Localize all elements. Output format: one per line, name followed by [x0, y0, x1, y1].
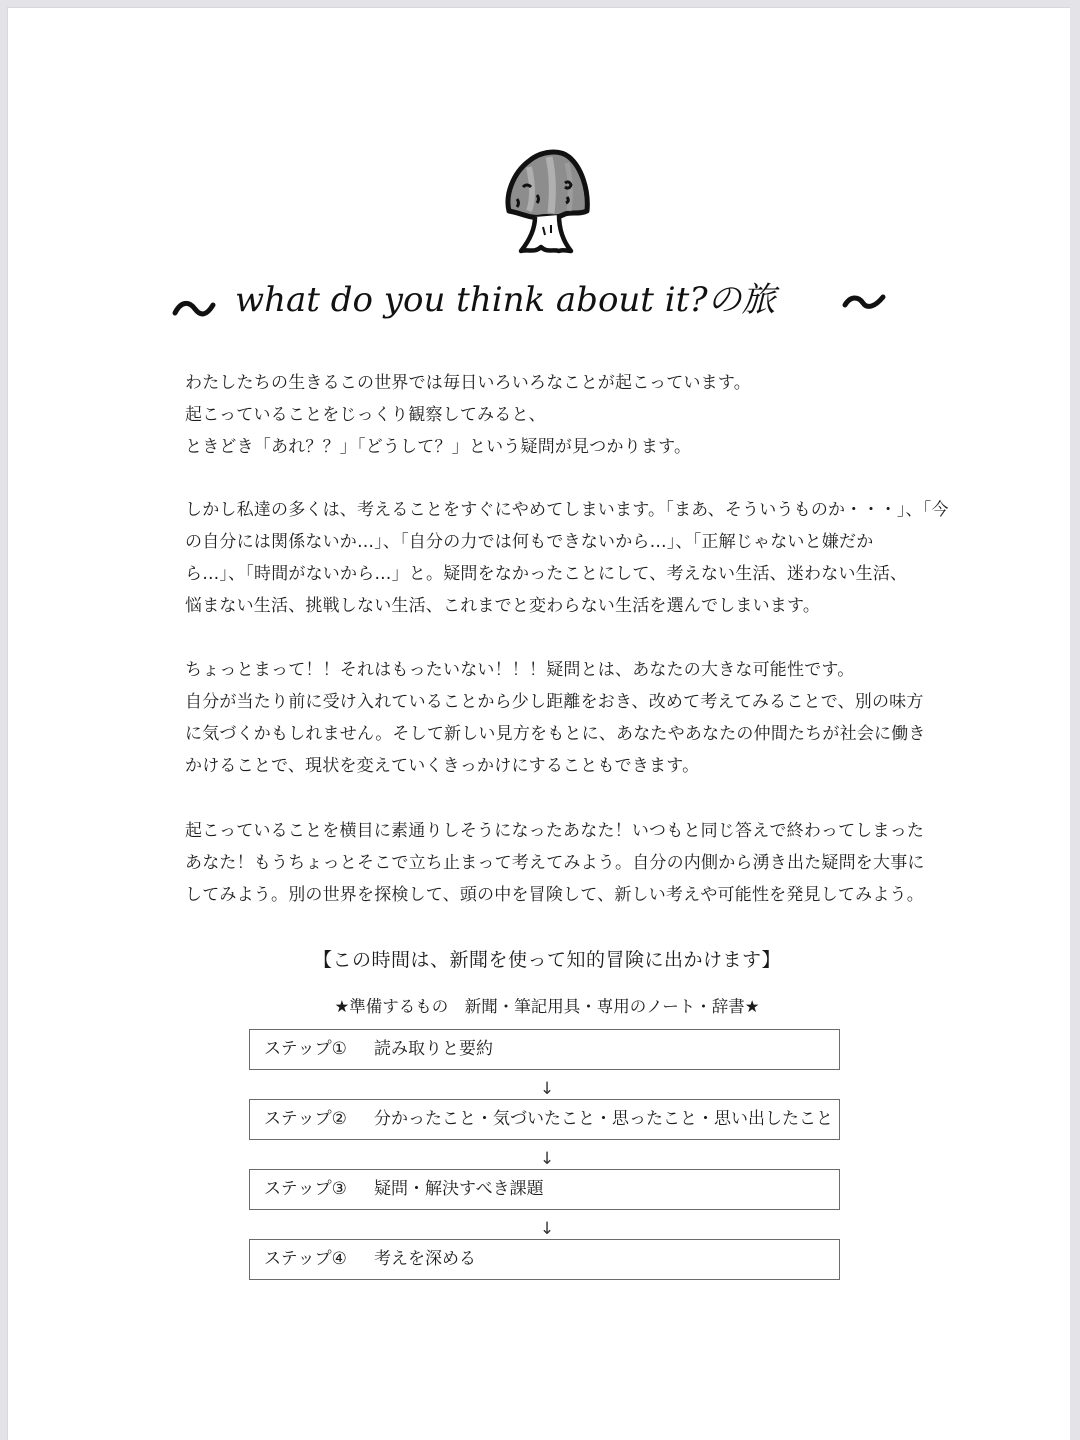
intro-paragraph-2 [185, 494, 949, 622]
paragraph-line: 悩まない生活、挑戦しない生活、これまでと変わらない生活を選んでしまいます。 [185, 596, 821, 616]
step-text: 分かったこと・気づいたこと・思ったこと・思い出したこと [374, 1109, 833, 1129]
step-3-box [249, 1169, 840, 1210]
paragraph-line: ときどき「あれ？？」「どうして？」という疑問が見つかります。 [185, 437, 692, 457]
mushroom-illustration-icon [499, 145, 595, 257]
down-arrow-icon: ↓ [539, 1079, 555, 1099]
required-items: ★準備するもの 新聞・筆記用具・専用のノート・辞書★ [334, 997, 760, 1016]
section-heading: 【この時間は、新聞を使って知的冒険に出かけます】 [312, 949, 781, 971]
down-arrow-icon: ↓ [539, 1149, 555, 1169]
title-text: what do you think about it?の旅 [235, 280, 776, 320]
step-label: ステップ③ [264, 1179, 347, 1199]
step-text: 考えを深める [374, 1249, 476, 1269]
paragraph-line: しかし私達の多くは、考えることをすぐにやめてしまいます。「まあ、そういうものか・・・」、「今 [185, 500, 949, 520]
document-page [7, 7, 1070, 1440]
paragraph-line: 起こっていることをじっくり観察してみると、 [185, 405, 546, 425]
paragraph-line: 自分が当たり前に受け入れていることから少し距離をおき、改めて考えてみることで、別の味方 [185, 692, 924, 712]
paragraph-line: ら…」、「時間がないから…」と。疑問をなかったことにして、考えない生活、迷わない生活、 [185, 564, 908, 584]
step-1-box [249, 1029, 840, 1070]
paragraph-line: あなた！もうちょっとそこで立ち止まって考えてみよう。自分の内側から湧き出た疑問を大事に [185, 853, 925, 873]
down-arrow-icon: ↓ [539, 1219, 555, 1239]
intro-paragraph-3 [185, 654, 925, 782]
step-label: ステップ② [264, 1109, 347, 1129]
paragraph-line: かけることで、現状を変えていくきっかけにすることもできます。 [185, 756, 700, 776]
step-text: 疑問・解決すべき課題 [374, 1179, 544, 1199]
step-2-box [249, 1099, 840, 1140]
handwritten-title [167, 269, 897, 339]
step-label: ステップ④ [264, 1249, 347, 1269]
paragraph-line: の自分には関係ないか…」、「自分の力では何もできないから…」、「正解じゃないと嫌だか [185, 532, 874, 552]
step-text: 読み取りと要約 [374, 1039, 493, 1059]
step-4-box [249, 1239, 840, 1280]
paragraph-line: ちょっとまって！！それはもったいない！！！疑問とは、あなたの大きな可能性です。 [185, 660, 855, 680]
intro-paragraph-1 [185, 367, 925, 463]
paragraph-line: してみよう。別の世界を探検して、頭の中を冒険して、新しい考えや可能性を発見してみよう。 [185, 885, 924, 905]
paragraph-line: わたしたちの生きるこの世界では毎日いろいろなことが起こっています。 [185, 373, 751, 393]
paragraph-line: に気づくかもしれません。そして新しい見方をもとに、あなたやあなたの仲間たちが社会に働き [185, 724, 926, 744]
step-label: ステップ① [264, 1039, 347, 1059]
intro-paragraph-4 [185, 815, 925, 911]
paragraph-line: 起こっていることを横目に素通りしそうになったあなた！いつもと同じ答えで終わってしまった [185, 821, 925, 841]
